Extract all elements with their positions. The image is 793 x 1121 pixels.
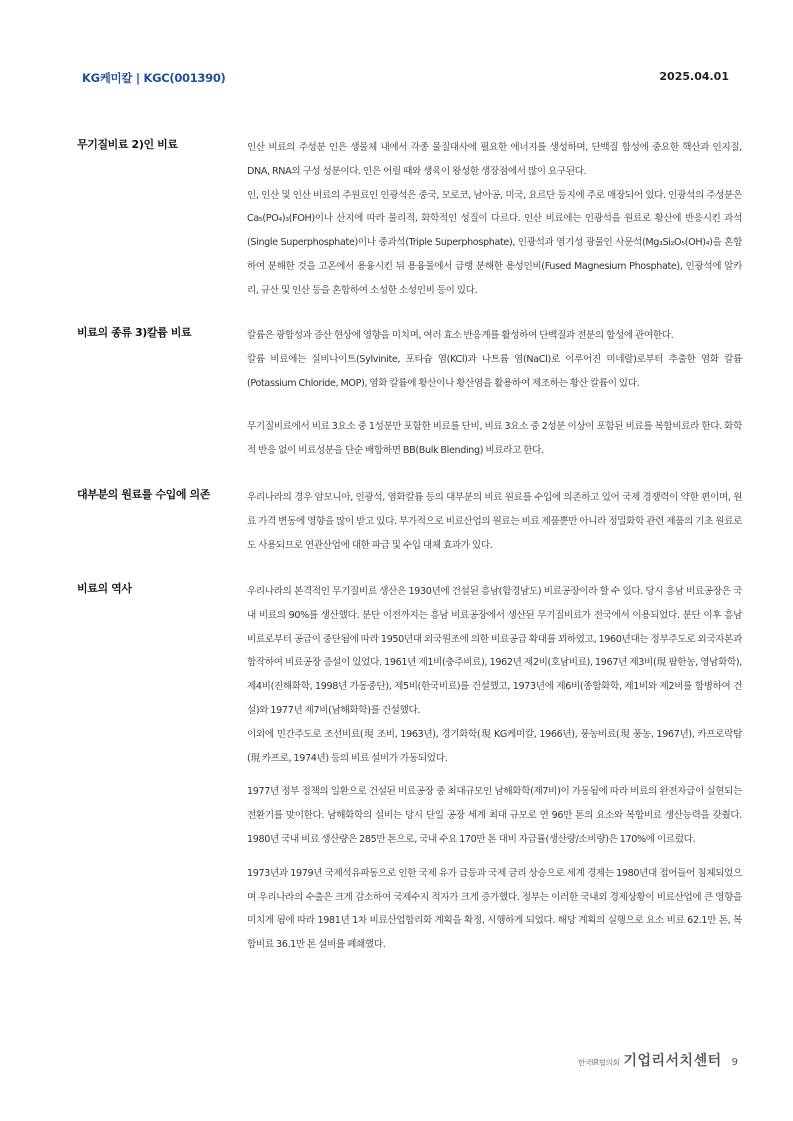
paragraph: 우리나라의 경우 암모니아, 인광석, 염화칼륨 등의 대부분의 비료 원료를 수입에 의존하고 있어 국제 경쟁력이 약한 편이며, 원료 가격 변동에 영향을 많이 받고 있다. 부가적으로 비료산업의 원료는 비료 제품뿐만 아니라 정밀화학 관련 제품의 기초 원료로도 사용되므로 연관산업에 대한 파급 및 수입 대체 효과가 있다.	[247, 492, 742, 551]
section-body	[247, 580, 742, 957]
report-date: 2025.04.01	[659, 70, 729, 83]
footer-center-name: 기업리서치센터	[623, 1053, 722, 1069]
paragraph: 칼륨 비료에는 실비나이트(Sylvinite, 포타슘 염(KCl)과 나트륨 염(NaCl)로 이루어진 미네랄)로부터 추출한 염화 칼륨(Potassium Chloride, MOP), 염화 칼륨에 황산이나 황산염을 활용하여 제조하는 황산 칼륨이 있다.	[247, 353, 742, 389]
paragraph: 우리나라의 본격적인 무기질비료 생산은 1930년에 건설된 흥남(함경남도) 비료공장이라 할 수 있다. 당시 흥남 비료공장은 국내 비료의 90%를 생산했다. 분단 이전까지는 흥남 비료공장에서 생산된 무기질비료가 전국에서 이용되었다. 분단 이후 흥남 비료로부터 공급이 중단됨에 따라 1950년대 외국원조에 의한 비료공급 확대를 꾀하였고, 1960년대는 정부주도로 외국자본과 합작하여 비료공장 증설이 있었다. 1961년 제1비(충주비료), 1962년 제2비(호남비료), 1967년 제3비(現 팜한농, 영남화학), 제4비(진해화학, 1998년 가동중단), 제5비(한국비료)를 건설했고, 1973년에 제6비(종합화학, 제1비와 제2비를 합병하여 건설)와 1977년 제7비(남해화학)를 건설했다.	[247, 586, 742, 716]
company-ticker: KG케미칼 | KGC(001390)	[82, 71, 226, 85]
section-title: 비료의 종류 3)칼륨 비료	[77, 326, 192, 339]
paragraph: 1977년 정부 정책의 일환으로 건설된 비료공장 중 최대규모인 남해화학(제7비)이 가동됨에 따라 비료의 완전자급이 실현되는 전환기를 맞이한다. 남해화학의 설비는 당시 단일 공장 세계 최대 규모로 연 96만 톤의 요소와 복합비료 생산능력을 갖췄다. 1980년 국내 비료 생산량은 285만 톤으로, 국내 수요 170만 톤 대비 자급률(생산량/소비량)은 170%에 이르렀다.	[247, 786, 742, 845]
paragraph: 무기질비료에서 비료 3요소 중 1성분만 포함한 비료를 단비, 비료 3요소 중 2성분 이상이 포함된 비료를 복합비료라 한다. 화학적 반응 없이 비료성분을 단순 배합하면 BB(Bulk Blending) 비료라고 한다.	[247, 421, 742, 457]
section-body	[247, 324, 742, 463]
page-footer	[578, 1050, 738, 1068]
section-title: 무기질비료 2)인 비료	[77, 138, 178, 151]
page-header	[82, 70, 729, 86]
paragraph: 칼륨은 광합성과 증산 현상에 영향을 미치며, 여러 효소 반응계를 활성하여 단백질과 전분의 합성에 관여한다.	[247, 330, 674, 341]
page-number: 9	[731, 1057, 738, 1068]
section-title: 대부분의 원료를 수입에 의존	[77, 488, 210, 501]
paragraph: 인산 비료의 주성분 인은 생물체 내에서 각종 물질대사에 필요한 에너지를 생성하며, 단백질 합성에 중요한 핵산과 인지질, DNA, RNA의 구성 성분이다. 인은 어릴 때와 생육이 왕성한 생장점에서 많이 요구된다.	[247, 142, 742, 177]
paragraph: 1973년과 1979년 국제석유파동으로 인한 국제 유가 급등과 국제 금리 상승으로 세계 경제는 1980년대 접어들어 침체되었으며 우리나라의 수출은 크게 감소하여 국제수지 적자가 크게 증가했다. 정부는 이러한 국내외 경제상황이 비료산업에 큰 영향을 미치게 됨에 따라 1981년 1차 비료산업합리화 계획을 확정, 시행하게 되었다. 해당 계획의 실행으로 요소 비료 62.1만 톤, 복합비료 36.1만 톤 설비를 폐쇄했다.	[247, 867, 742, 951]
section-body	[247, 136, 742, 303]
footer-org: 한국IR협의회	[577, 1058, 620, 1067]
section-title: 비료의 역사	[77, 582, 132, 595]
paragraph: 인, 인산 및 인산 비료의 주원료인 인광석은 중국, 모로코, 남아공, 미국, 요르단 등지에 주로 매장되어 있다. 인광석의 주성분은 Ca₅(PO₄)₃(FOH)이나 산지에 따라 물리적, 화학적인 성질이 다르다. 인산 비료에는 인광석을 원료로 황산에 반응시킨 과석(Single Superphosphate)이나 중과석(Triple Superphosphate), 인광석과 염기성 광물인 사문석(Mg₃Si₂O₅(OH)₄)을 혼합하여 분해한 것을 고온에서 용융시킨 뒤 용융물에서 급랭 분해한 용성인비(Fused Magnesium Phosphate), 인광석에 알카리, 규산 및 인산 등을 혼합하여 소성한 소성인비 등이 있다.	[247, 189, 742, 296]
section-body	[247, 486, 742, 557]
paragraph: 이외에 민간주도로 조선비료(現 조비, 1963년), 경기화학(現 KG케미칼, 1966년), 풍농비료(現 풍농, 1967년), 카프로락탐(現 카프로, 1974년) 등의 비료 설비가 가동되었다.	[247, 728, 742, 764]
